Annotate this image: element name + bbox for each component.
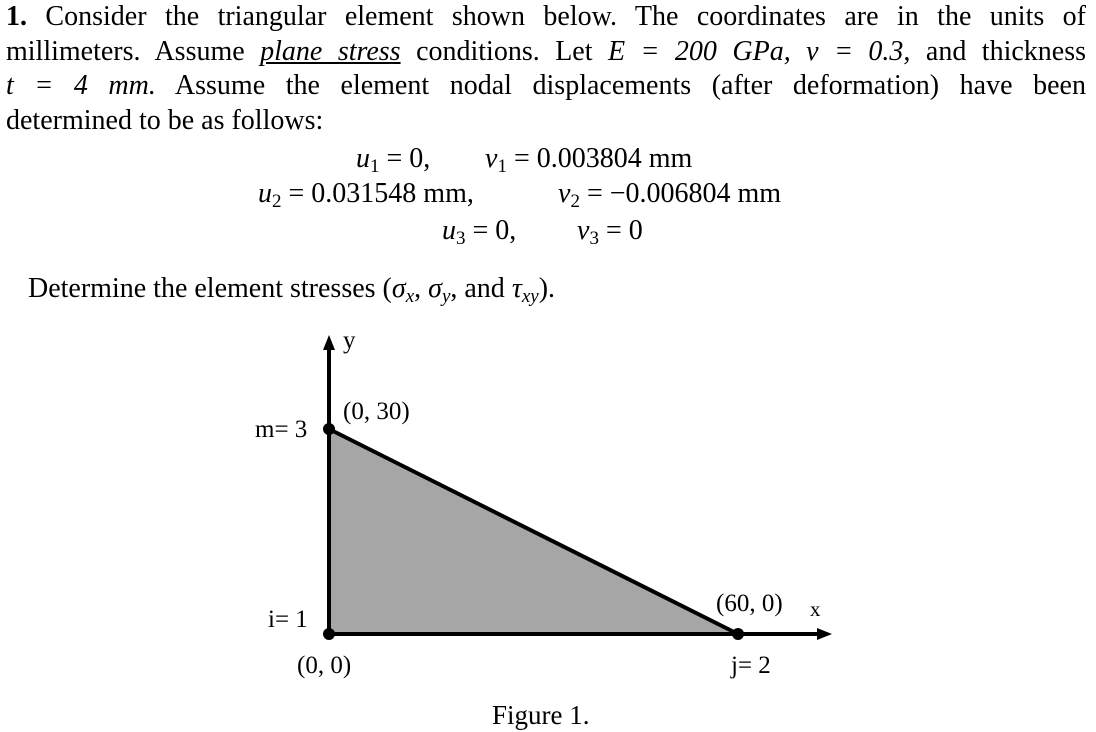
equation-v2: $v_2 = -0.006804$ mm — [558, 178, 782, 212]
problem-line-4: determined to be as follows: — [6, 104, 324, 136]
question-text: Determine the element stresses ($\sigma_x$, $\sigma_y$, and $\tau_{xy}$). — [28, 273, 556, 307]
coord-label-m: (0, 30) — [343, 398, 410, 425]
material-properties: E = 200 GPa, ν = 0.3, — [607, 35, 911, 67]
figure-caption: Figure 1. — [492, 700, 590, 730]
problem-line-2: millimeters. Assume plane stress conditions. Let E = 200 GPa, ν = 0.3, and thickness — [6, 35, 1087, 67]
equation-u1: $u_1 = 0$, — [356, 143, 431, 177]
plane-stress-term: plane stress — [260, 35, 401, 67]
coord-label-j: (60, 0) — [716, 590, 783, 617]
problem-line-3: t = 4 mm. Assume the element nodal displacements (after deformation) have been — [6, 70, 1086, 101]
equation-u3: $u_3 = 0$, — [442, 215, 517, 249]
y-axis-arrowhead — [323, 335, 335, 350]
x-axis-label: x — [810, 597, 821, 621]
equation-u2: $u_2 = 0.031548$ mm, — [258, 178, 474, 212]
node-label-m: m= 3 — [255, 416, 308, 443]
problem-line-1: 1. Consider the triangular element shown below. The coordinates are in the units of — [6, 1, 1086, 32]
node-label-i: i= 1 — [268, 606, 308, 633]
x-axis-arrowhead — [817, 628, 832, 640]
node-i — [323, 628, 335, 640]
node-m — [323, 423, 335, 435]
equation-v3: $v_3 = 0$ — [577, 215, 643, 249]
thickness-value: t = 4 mm. — [6, 70, 156, 101]
coord-label-i: (0, 0) — [297, 652, 352, 679]
equation-v1: $v_1 = 0.003804$ mm — [485, 143, 693, 177]
node-j — [732, 628, 744, 640]
problem-number: 1. — [6, 1, 27, 32]
node-label-j: j= 2 — [731, 652, 771, 679]
y-axis-label: y — [343, 327, 356, 354]
